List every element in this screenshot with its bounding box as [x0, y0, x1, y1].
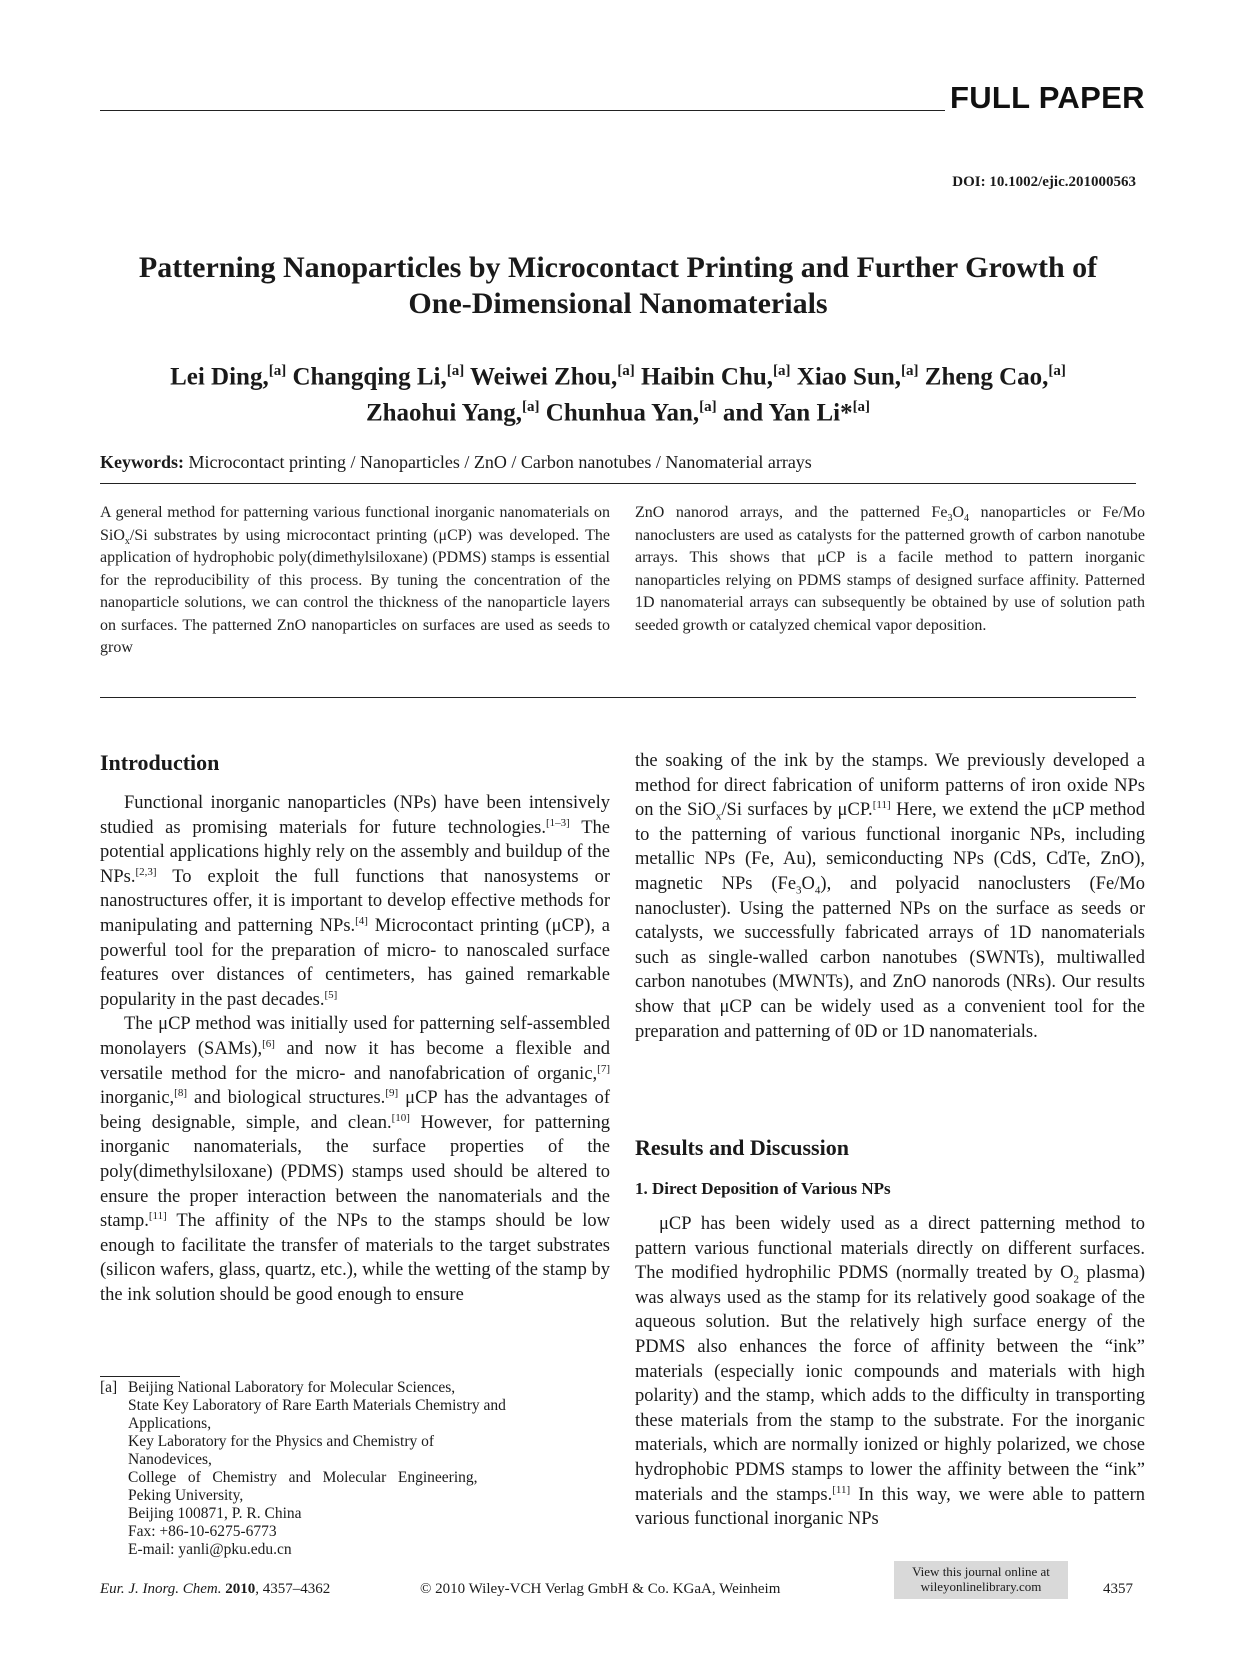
text: μCP has been widely used as a direct patterning method to pattern various functional materials directly on different surfaces. The modified hydrophilic PDMS (normally treated by O: [635, 1214, 1145, 1284]
section-1-heading: 1. Direct Deposition of Various NPs: [635, 1179, 891, 1198]
footnote-line: Key Laboratory for the Physics and Chemistry of: [128, 1433, 435, 1450]
citation-ref[interactable]: [4]: [355, 914, 368, 927]
text: and now it has become a flexible and versatile method for the micro- and nanofabrication of organic,: [100, 1038, 610, 1084]
citation-ref[interactable]: [5]: [324, 988, 338, 1001]
text: The μCP method was initially used for patterning self-assembled monolayers (SAMs),: [100, 1014, 610, 1059]
abstract-text: ZnO nanorod arrays, and the patterned Fe: [635, 504, 948, 521]
text: Functional inorganic nanoparticles (NPs) have been intensively studied as promising materials for future technologies.: [100, 793, 610, 838]
doi[interactable]: DOI: 10.1002/ejic.201000563: [952, 174, 1136, 190]
author-list: [100, 356, 1136, 429]
author-line-1: [100, 356, 1136, 392]
author-name: Changqing Li,: [292, 363, 447, 391]
subscript: x: [124, 535, 130, 547]
title-line-1: Patterning Nanoparticles by Microcontact Printing and Further Growth of: [138, 251, 1098, 284]
text: and biological structures.: [186, 1088, 386, 1109]
subscript: 4: [964, 513, 969, 525]
text: Microcontact printing (μCP), a powerful tool for the preparation of micro- to nanoscaled surface features over distances of centimeters, has gained remarkable popularity in the past decades.: [100, 915, 610, 1010]
introduction-heading: Introduction: [100, 750, 220, 775]
citation-ref[interactable]: [8]: [174, 1086, 187, 1099]
text: However, for patterning inorganic nanomaterials, the surface properties of the poly(dimethylsiloxane) (PDMS) stamps used should be altered to ensure the proper interaction between the nanomaterials and the stamp.: [100, 1112, 611, 1232]
citation-ref[interactable]: [11]: [148, 1209, 167, 1222]
citation-ref[interactable]: [2,3]: [135, 865, 157, 878]
text: O: [801, 873, 815, 894]
affiliation-mark: [a]: [1048, 363, 1066, 379]
footnote-line: Peking University,: [128, 1487, 244, 1504]
online-line-2: wileyonlinelibrary.com: [920, 1579, 1042, 1594]
text: plasma) was always used as the stamp for its relatively good soakage of the aqueous solution. But the relatively high surface energy of the PDMS also enhances the force of affinity between the “ink” materials (especially ionic compounds and materials with high polarity) and the stamp, which adds to the difficulty in transporting these materials from the stamp to the substrate. For the inorganic materials, which are normally ionized or highly polarized, we chose hydrophobic PDMS stamps to lower the affinity between the “ink” materials and the stamps.: [635, 1263, 1146, 1505]
citation-ref[interactable]: [1–3]: [546, 816, 570, 829]
affiliation-mark: [a]: [446, 363, 465, 379]
footnote-line: Applications,: [128, 1415, 212, 1432]
author-name: and Yan Li*: [722, 399, 853, 427]
text: /Si surfaces by μCP.: [721, 800, 873, 821]
abstract-bottom-rule: [100, 697, 1136, 698]
author-name: Zheng Cao,: [924, 363, 1049, 391]
paragraph: [100, 1012, 610, 1307]
keywords: [100, 452, 812, 473]
affiliation-mark: [a]: [268, 363, 287, 379]
copyright: © 2010 Wiley-VCH Verlag GmbH & Co. KGaA, Weinheim: [420, 1581, 781, 1597]
keywords-text: Microcontact printing / Nanoparticles / ZnO / Carbon nanotubes / Nanomaterial arrays: [188, 452, 812, 472]
text: The potential applications highly rely on the assembly and buildup of the NPs.: [100, 817, 610, 887]
footnote-line: Fax: +86-10-6275-6773: [128, 1523, 277, 1540]
text: the soaking of the ink by the stamps. We previously developed a method for direct fabrication of uniform patterns of iron oxide NPs on the SiO: [635, 751, 1145, 821]
abstract-text: nanoparticles or Fe/Mo nanoclusters are used as catalysts for the patterned growth of carbon nanotube arrays. This shows that μCP is a facile method to pattern inorganic nanoparticles relying on PDMS stamps of designed surface affinity. Patterned 1D nanomaterial arrays can subsequently be obtained by use of solution path seeded growth or catalyzed chemical vapor deposition.: [635, 504, 1146, 634]
keywords-label: Keywords:: [100, 452, 184, 472]
text: μCP has the advantages of being designable, simple, and clean.: [100, 1088, 610, 1133]
abstract-text: O: [952, 504, 964, 521]
abstract-left: [100, 502, 610, 660]
footnote-line: Beijing 100871, P. R. China: [128, 1505, 302, 1522]
page-number: 4357: [1103, 1581, 1133, 1597]
text: The affinity of the NPs to the stamps should be low enough to facilitate the transfer of materials to the target substrates (silicon wafers, glass, quartz, etc.), while the wetting of the stamp by the ink solution should be good enough to ensure: [100, 1211, 610, 1305]
citation-ref[interactable]: [11]: [872, 799, 891, 812]
citation-ref[interactable]: [11]: [832, 1483, 851, 1496]
subscript: 3: [947, 513, 953, 525]
header-rule: [100, 110, 945, 111]
text: Here, we extend the μCP method to the patterning of various functional inorganic NPs, including metallic NPs (Fe, Au), semiconducting NPs (CdS, CdTe, ZnO), magnetic NPs (Fe: [635, 800, 1146, 894]
full-paper-label: FULL PAPER: [950, 80, 1145, 115]
author-name: Weiwei Zhou,: [470, 363, 618, 391]
affiliation-footnote: [100, 1379, 610, 1559]
citation-ref[interactable]: [7]: [597, 1062, 610, 1075]
footnote-email[interactable]: E-mail: yanli@pku.edu.cn: [128, 1541, 292, 1558]
affiliation-mark: [a]: [617, 363, 635, 379]
author-line-2: [100, 392, 1136, 428]
abstract-text: /Si substrates by using microcontact printing (μCP) was developed. The application of hydrophobic poly(dimethylsiloxane) (PDMS) stamps is essential for the reproducibility of this process. By tuning the concentration of the nanoparticle solutions, we can control the thickness of the nanoparticle layers on surfaces. The patterned ZnO nanoparticles on surfaces are used as seeds to grow: [100, 526, 610, 656]
text: inorganic,: [100, 1088, 175, 1109]
footnote-rule: [100, 1376, 180, 1377]
citation-ref[interactable]: [6]: [262, 1037, 275, 1050]
text: In this way, we were able to pattern various functional inorganic NPs: [635, 1484, 1145, 1530]
footnote-line: Nanodevices,: [128, 1451, 212, 1468]
footnote-line: College of Chemistry and Molecular Engineering,: [128, 1469, 478, 1486]
abstract-right: [635, 502, 1145, 637]
affiliation-mark: [a]: [773, 363, 791, 379]
affiliation-mark: [a]: [699, 399, 717, 416]
text: To exploit the full functions that nanosystems or nanostructures offer, it is important to develop effective methods for manipulating and patterning NPs.: [100, 866, 610, 936]
journal-name: Eur. J. Inorg. Chem.: [100, 1581, 222, 1597]
online-line-1: View this journal online at: [912, 1564, 1050, 1579]
view-online-link[interactable]: [894, 1561, 1068, 1599]
title-line-2: One-Dimensional Nanomaterials: [408, 287, 828, 320]
article-title: [100, 250, 1136, 322]
subscript: 3: [796, 884, 802, 897]
affiliation-mark: [a]: [522, 399, 540, 416]
journal-citation: [100, 1581, 330, 1598]
affiliation-mark: [a]: [852, 399, 871, 416]
introduction-body: [100, 791, 610, 1307]
citation-ref[interactable]: [9]: [385, 1086, 399, 1099]
author-name: Zhaohui Yang,: [365, 399, 523, 427]
right-column-body: [635, 749, 1145, 1044]
paragraph: [100, 791, 610, 1012]
affiliation-mark: [a]: [901, 363, 919, 379]
results-body: [635, 1212, 1145, 1532]
author-name: Lei Ding,: [170, 363, 269, 391]
subscript: 4: [814, 884, 821, 897]
text: ), and polyacid nanoclusters (Fe/Mo nanocluster). Using the patterned NPs on the surface as seeds or catalysts, we successfully fabricated arrays of 1D nanomaterials such as single-walled carbon nanotubes (SWNTs), multiwalled carbon nanotubes (MWNTs), and ZnO nanorods (NRs). Our results show that μCP can be widely used as a convenient tool for the preparation and patterning of 0D or 1D nanomaterials.: [635, 873, 1146, 1042]
paragraph: [635, 1212, 1145, 1532]
abstract-text: A general method for patterning various functional inorganic nanomaterials on SiO: [100, 504, 610, 544]
author-name: Haibin Chu,: [641, 363, 774, 391]
footnote-line: State Key Laboratory of Rare Earth Materials Chemistry and: [128, 1397, 506, 1414]
journal-pages: , 4357–4362: [255, 1581, 331, 1597]
abstract-top-rule: [100, 483, 1136, 484]
footnote-line: Beijing National Laboratory for Molecular Sciences,: [128, 1379, 456, 1396]
subscript: 2: [1073, 1273, 1079, 1286]
citation-ref[interactable]: [10]: [391, 1111, 410, 1124]
footnote-tag: [a]: [100, 1379, 118, 1396]
author-name: Xiao Sun,: [796, 363, 902, 391]
journal-year: 2010: [225, 1581, 256, 1597]
paragraph: [635, 749, 1145, 1044]
author-name: Chunhua Yan,: [545, 399, 700, 427]
results-heading: Results and Discussion: [635, 1135, 849, 1160]
subscript: x: [715, 810, 722, 823]
